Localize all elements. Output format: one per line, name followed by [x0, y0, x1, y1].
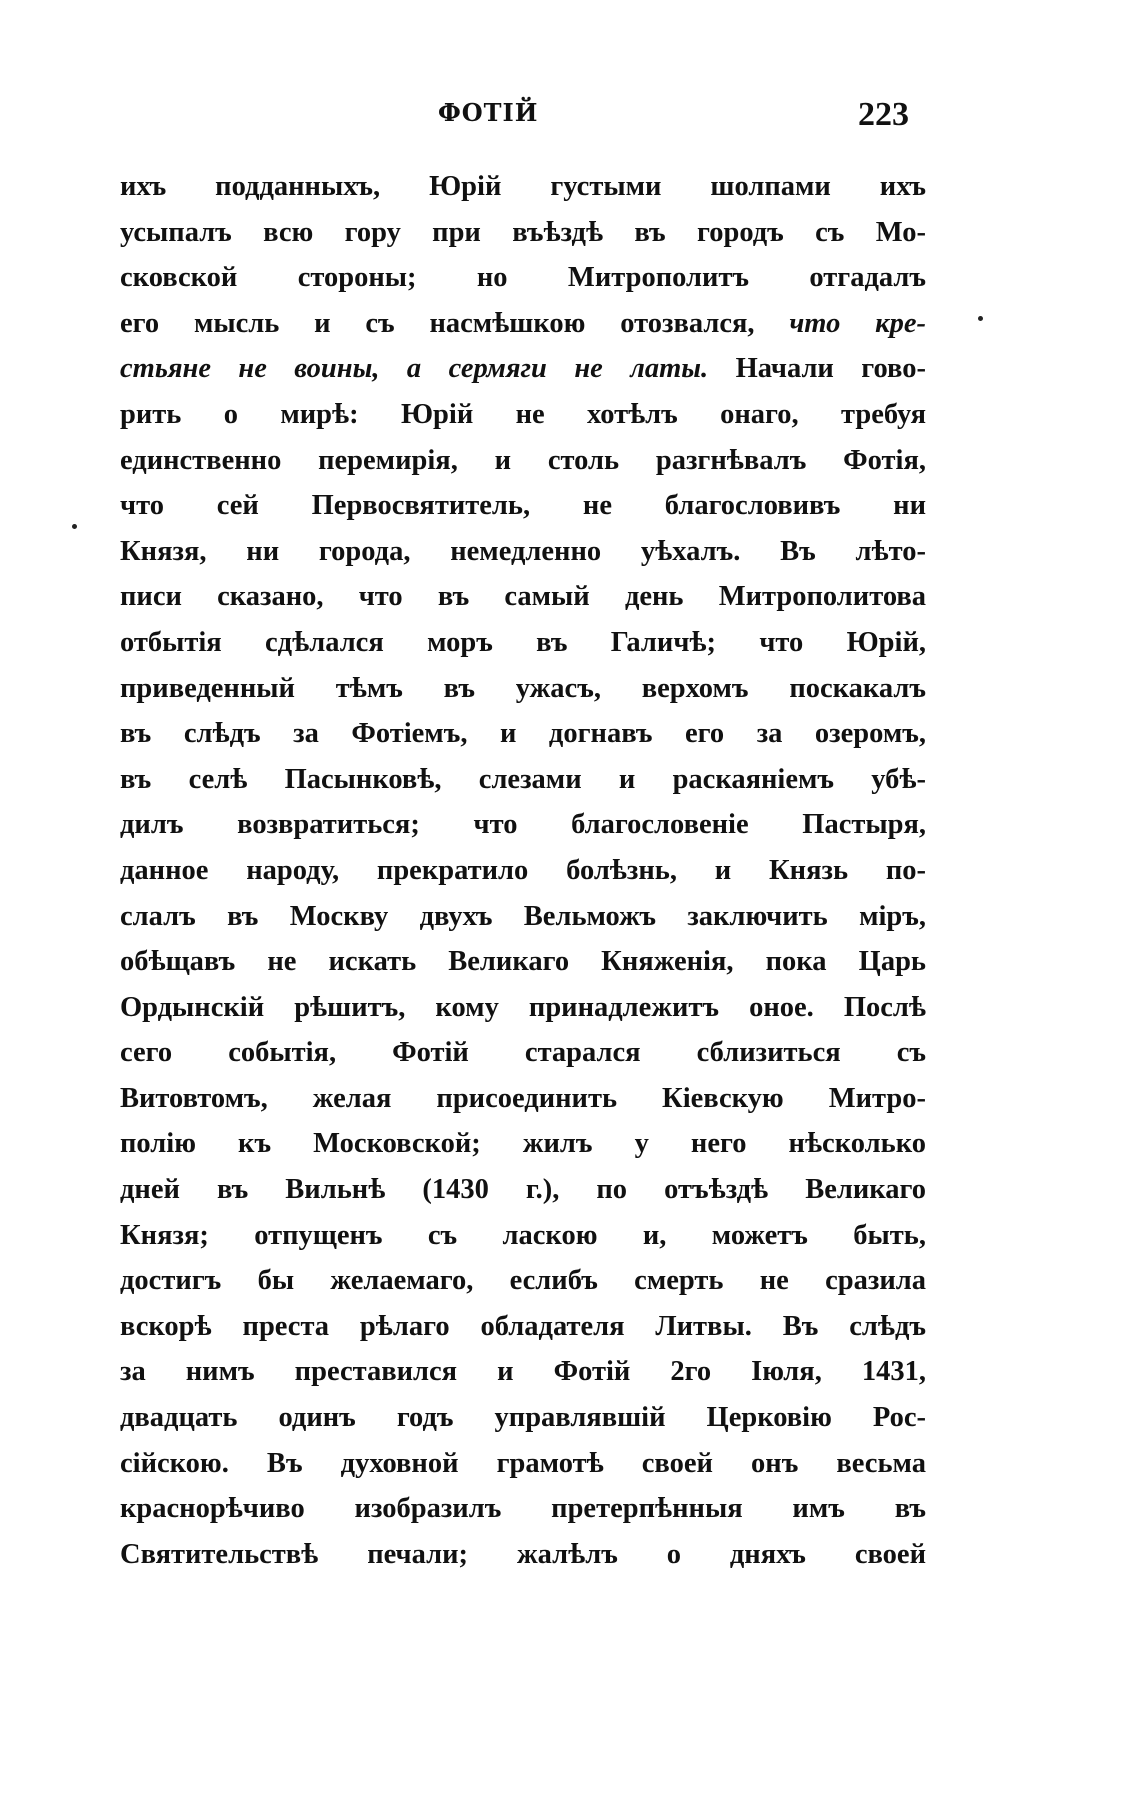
text-line: усыпалъ всю гору при въѣздѣ въ городъ съ Мо-: [120, 216, 926, 248]
text-line: рить о мирѣ: Юрій не хотѣлъ онаго, требуя: [120, 398, 926, 430]
page-number: 223: [858, 96, 909, 133]
text-line: единственно перемирія, и столь разгнѣвалъ Фотія,: [120, 444, 926, 476]
text-line: полію къ Московской; жилъ у него нѣсколько: [120, 1128, 926, 1160]
text-line: слалъ въ Москву двухъ Вельможъ заключить міръ,: [120, 900, 926, 932]
text-line: достигъ бы желаемаго, еслибъ смерть не сразила: [120, 1265, 926, 1297]
text-line-mixed: [120, 346, 926, 392]
text-line: Святительствѣ печали; жалѣлъ о дняхъ своей: [120, 1538, 926, 1570]
text-line: вскорѣ преста рѣлаго обладателя Литвы. Въ слѣдъ: [120, 1310, 926, 1342]
text-line: въ слѣдъ за Фотіемъ, и догнавъ его за озеромъ,: [120, 718, 926, 750]
text-line-mixed: [120, 301, 926, 347]
running-head: ФОТІЙ: [438, 98, 539, 127]
text-line: приведенный тѣмъ въ ужасъ, верхомъ поскакалъ: [120, 672, 926, 704]
text-line: сійскою. Въ духовной грамотѣ своей онъ весьма: [120, 1447, 926, 1479]
text-line: сего событія, Фотій старался сблизиться съ: [120, 1037, 926, 1069]
text-line: что сей Первосвятитель, не благословивъ ни: [120, 490, 926, 522]
text-line: Витовтомъ, желая присоединить Кіевскую Митро-: [120, 1082, 926, 1114]
text-line: обѣщавъ не искать Великаго Княженія, пока Царь: [120, 946, 926, 978]
italic-quote: стьяне не воины, а сермяги не латы.: [120, 353, 709, 385]
text-line: Князя; отпущенъ съ ласкою и, можетъ быть,: [120, 1219, 926, 1251]
text-run: его мысль и съ насмѣшкою отозвался,: [120, 307, 755, 339]
text-line: Ордынскій рѣшитъ, кому принадлежитъ оное. Послѣ: [120, 991, 926, 1023]
text-line: отбытія сдѣлался моръ въ Галичѣ; что Юрій,: [120, 626, 926, 658]
text-line: краснорѣчиво изобразилъ претерпѣнныя имъ въ: [120, 1493, 926, 1525]
text-run: Начали гово-: [735, 353, 926, 385]
ink-speck: [978, 316, 983, 321]
ink-speck: [72, 524, 77, 529]
text-line: дней въ Вильнѣ (1430 г.), по отъѣздѣ Великаго: [120, 1174, 926, 1206]
text-line: Князя, ни города, немедленно уѣхалъ. Въ лѣто-: [120, 535, 926, 567]
italic-quote: что кре-: [789, 307, 926, 339]
text-line: за нимъ преставился и Фотій 2го Іюля, 1431,: [120, 1356, 926, 1388]
text-line: данное народу, прекратило болѣзнь, и Князь по-: [120, 854, 926, 886]
text-line: ихъ подданныхъ, Юрій густыми шолпами ихъ: [120, 171, 926, 202]
body-text: [120, 164, 926, 1577]
text-line: въ селѣ Пасынковѣ, слезами и раскаяніемъ убѣ-: [120, 763, 926, 795]
text-line: писи сказано, что въ самый день Митрополитова: [120, 581, 926, 613]
text-line: двадцать одинъ годъ управлявшій Церковію Рос-: [120, 1402, 926, 1434]
text-line: сковской стороны; но Митрополитъ отгадалъ: [120, 262, 926, 294]
text-line: дилъ возвратиться; что благословеніе Пастыря,: [120, 809, 926, 841]
